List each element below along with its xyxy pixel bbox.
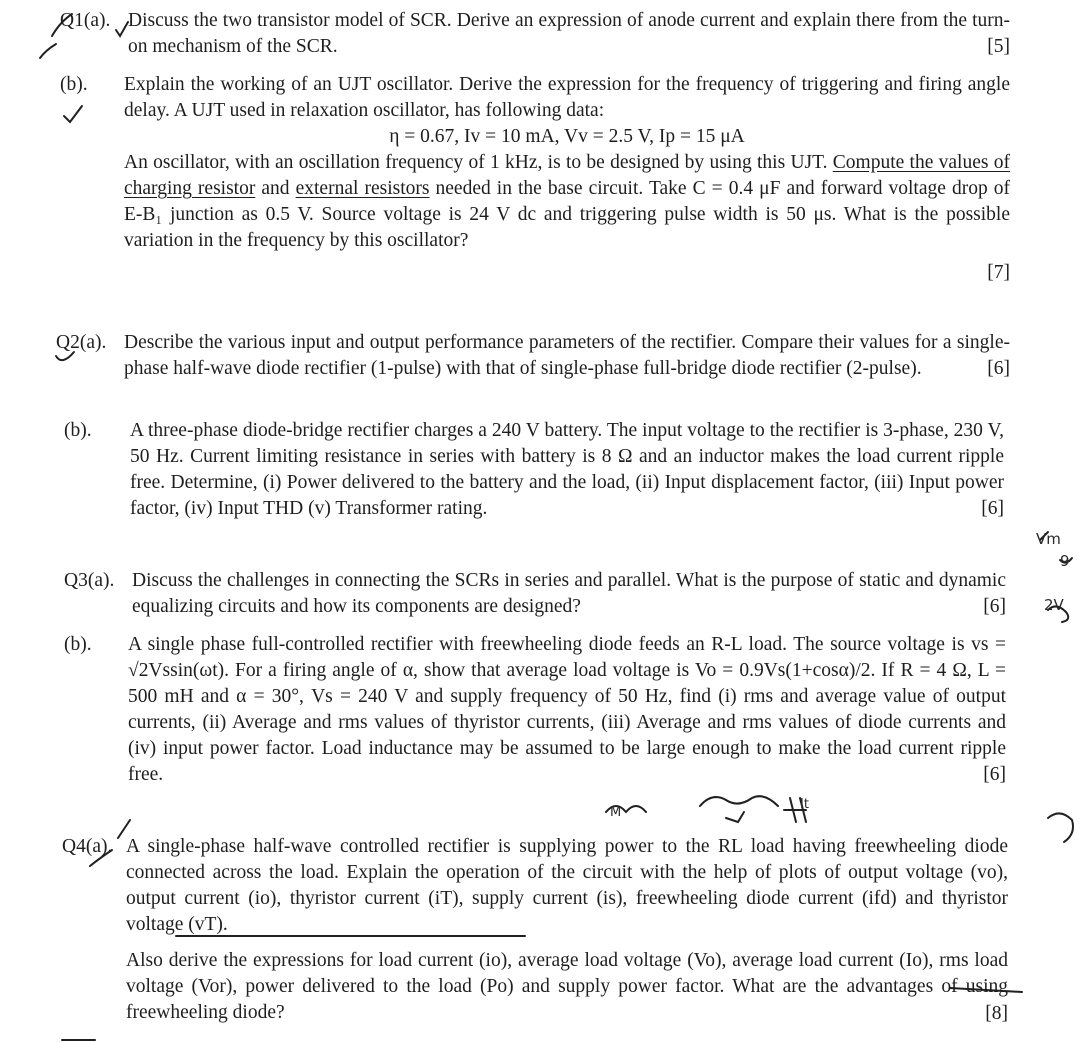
marks-badge: [7] xyxy=(987,262,1010,283)
question-body xyxy=(126,834,1008,1026)
text-span: An oscillator, with an oscillation frequency of 1 kHz, is to be designed by using this UJT. xyxy=(124,152,833,173)
question-label: (b). xyxy=(60,74,88,95)
question-label: Q1(a). xyxy=(60,10,111,31)
text-span: and xyxy=(255,178,296,199)
handwritten-scribble xyxy=(700,796,778,806)
question-body xyxy=(128,632,1006,788)
question-body xyxy=(124,330,1010,382)
text-span: needed in the base circuit. Take C = 0.4 μF and forward voltage drop of E-B₁ junction as 0.5 V. Source voltage is 24 V dc and triggering pulse width is 50 μs. What is the possible variation in the frequency by this oscillator? xyxy=(124,178,1010,251)
question-body xyxy=(130,418,1004,522)
marks-badge: [6] xyxy=(983,596,1006,617)
marks-badge: [8] xyxy=(985,1003,1008,1024)
question-text: A single-phase half-wave controlled rectifier is supplying power to the RL load having freewheeling diode connected across the load. Explain the operation of the circuit with the help of plots of output voltage (vo), output current (io), thyristor current (iT), supply current (is), freewheeling diode current (ifd) and thyristor voltage (vT). xyxy=(126,836,1008,935)
underlined-text: external resistors xyxy=(295,178,430,199)
margin-note-nine: 9 xyxy=(1060,552,1070,570)
question-body xyxy=(128,8,1010,60)
handwritten-scribble xyxy=(726,812,744,822)
question-text: Discuss the two transistor model of SCR. Derive an expression of anode current and explain there from the turn-on mechanism of the SCR. xyxy=(128,10,1010,57)
marks-badge: [6] xyxy=(987,358,1010,379)
margin-note-vm: Vm xyxy=(1036,530,1061,548)
question-text-continued: Also derive the expressions for load current (io), average load voltage (Vo), average load current (Io), rms load voltage (Vor), power delivered to the load (Po) and supply power factor. What are the advantages of using freewheeling diode? xyxy=(126,950,1008,1023)
marks-badge: [6] xyxy=(981,498,1004,519)
question-text: Discuss the challenges in connecting the SCRs in series and parallel. What is the purpose of static and dynamic equalizing circuits and how its components are designed? xyxy=(132,570,1006,617)
question-label: Q4(a). xyxy=(62,836,113,857)
checkmark-icon xyxy=(116,22,128,36)
marks-badge: [5] xyxy=(987,36,1010,57)
margin-note-it: It xyxy=(800,797,809,812)
margin-note-2v: 2V xyxy=(1044,596,1064,614)
question-body xyxy=(124,72,1010,286)
question-label: Q2(a). xyxy=(56,332,107,353)
question-text: Describe the various input and output performance parameters of the rectifier. Compare their values for a single-phase half-wave diode rectifier (1-pulse) with that of single-phase full-bridge diode rectifier (2-pulse). xyxy=(124,332,1010,379)
question-text: A single phase full-controlled rectifier with freewheeling diode feeds an R-L load. The source voltage is vs = √2Vssin(ωt). For a firing angle of α, show that average load voltage is Vo = 0.9Vs(1+cosα)/2. If R = 4 Ω, L = 500 mH and α = 30°, Vs = 240 V and supply frequency of 50 Hz, find (i) rms and average value of output currents, (ii) Average and rms values of thyristor currents, (iii) Average and rms values of diode currents and (iv) input power factor. Load inductance may be assumed to be large enough to make the load current ripple free. xyxy=(128,634,1006,785)
checkmark-icon xyxy=(64,106,82,122)
margin-note-m: M xyxy=(610,805,622,820)
question-text: Explain the working of an UJT oscillator. Derive the expression for the frequency of triggering and firing angle delay. A UJT used in relaxation oscillator, has following data: xyxy=(124,74,1010,121)
marks-badge: [6] xyxy=(983,764,1006,785)
paragraph-gap xyxy=(126,938,1008,948)
question-label: (b). xyxy=(64,634,92,655)
handwritten-scribble xyxy=(1048,813,1073,842)
underlined-text: Compute the values of charging resistor xyxy=(124,152,1010,199)
question-text-continued xyxy=(124,150,1010,254)
ujt-data-formula: η = 0.67, Iv = 10 mA, Vv = 2.5 V, Ip = 15 μA xyxy=(389,126,745,147)
question-body xyxy=(132,568,1006,620)
question-text: A three-phase diode-bridge rectifier charges a 240 V battery. The input voltage to the rectifier is 3-phase, 230 V, 50 Hz. Current limiting resistance in series with battery is 8 Ω and an inductor makes the load current ripple free. Determine, (i) Power delivered to the battery and the load, (ii) Input displacement factor, (iii) Input power factor, (iv) Input THD (v) Transformer rating. xyxy=(130,420,1004,519)
question-label: (b). xyxy=(64,420,92,441)
question-label: Q3(a). xyxy=(64,570,115,591)
